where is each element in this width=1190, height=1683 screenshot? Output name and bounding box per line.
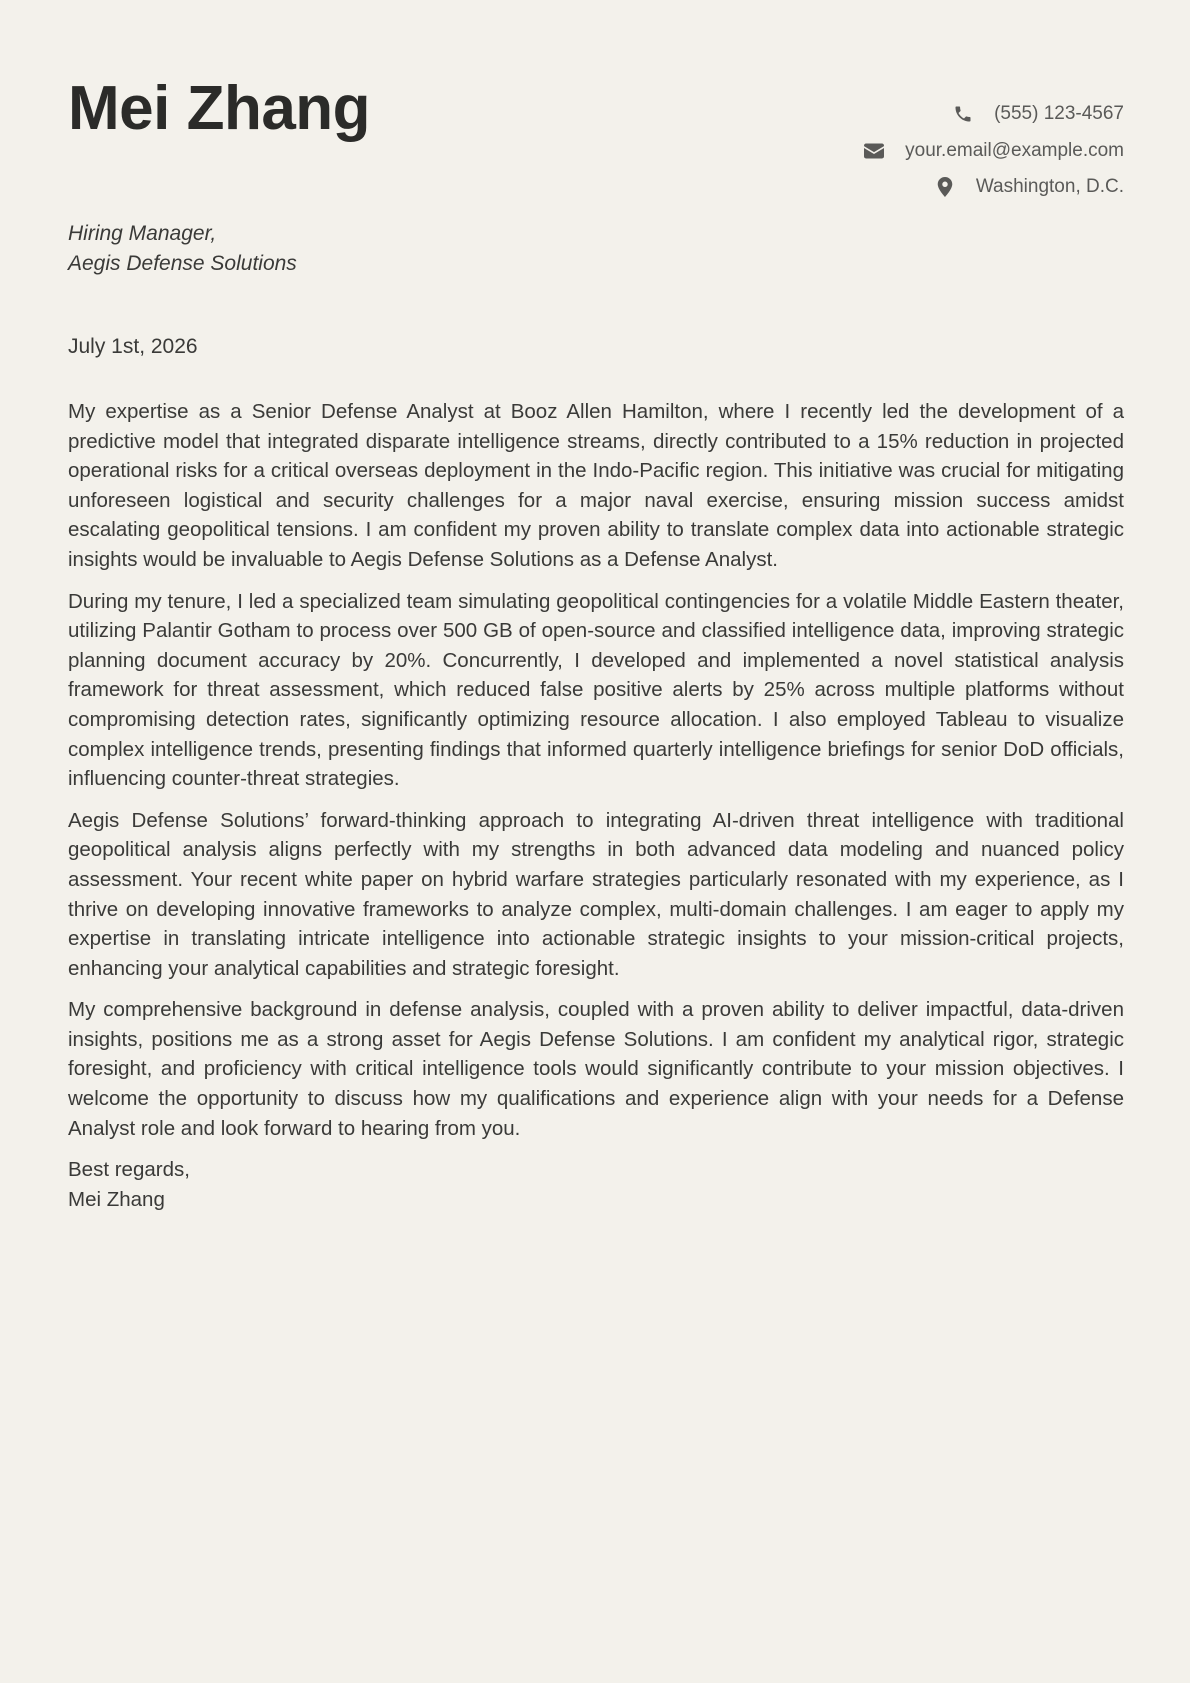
recipient-block	[68, 219, 297, 279]
location-text: Washington, D.C.	[975, 176, 1124, 198]
contact-email	[863, 133, 1124, 170]
phone-text: (555) 123-4567	[994, 103, 1124, 125]
closing-salutation: Best regards,	[68, 1158, 190, 1182]
phone-icon	[952, 103, 974, 125]
letter-body	[68, 397, 1124, 1214]
letter-date: July 1st, 2026	[68, 335, 198, 358]
contact-block	[863, 96, 1124, 206]
email-text: your.email@example.com	[905, 139, 1124, 161]
envelope-icon	[863, 140, 885, 162]
recipient-company: Aegis Defense Solutions	[68, 252, 297, 275]
closing-block	[68, 1155, 1124, 1214]
body-paragraph: My expertise as a Senior Defense Analyst at Booz Allen Hamilton, where I recently led the development of a predictive model that integrated disparate intelligence streams, directly contributed to a 15% reduction in projected operational risks for a critical overseas deployment in the Indo-Pacific region. This initiative was crucial for mitigating unforeseen logistical and security challenges for a major naval exercise, ensuring mission success amidst escalating geopolitical tensions. I am confident my proven ability to translate complex data into actionable strategic insights would be invaluable to Aegis Defense Solutions as a Defense Analyst.	[68, 400, 1124, 571]
contact-location	[863, 169, 1124, 206]
contact-phone	[863, 96, 1124, 133]
closing-signature: Mei Zhang	[68, 1187, 165, 1211]
map-pin-icon	[934, 176, 956, 198]
cover-letter-page	[68, 0, 1124, 1211]
applicant-name: Mei Zhang	[68, 74, 371, 143]
body-paragraph: My comprehensive background in defense analysis, coupled with a proven ability to deliver impactful, data-driven insights, positions me as a strong asset for Aegis Defense Solutions. I am confident my analytical rigor, strategic foresight, and proficiency with critical intelligence tools would significantly contribute to your mission objectives. I welcome the opportunity to discuss how my qualifications and experience align with your needs for a Defense Analyst role and look forward to hearing from you.	[68, 998, 1124, 1140]
recipient-title: Hiring Manager,	[68, 222, 217, 245]
body-paragraph: During my tenure, I led a specialized team simulating geopolitical contingencies for a volatile Middle Eastern theater, utilizing Palantir Gotham to process over 500 GB of open-source and classified intelligence data, improving strategic planning document accuracy by 20%. Concurrently, I developed and implemented a novel statistical analysis framework for threat assessment, which reduced false positive alerts by 25% across multiple platforms without compromising detection rates, significantly optimizing resource allocation. I also employed Tableau to visualize complex intelligence trends, presenting findings that informed quarterly intelligence briefings for senior DoD officials, influencing counter-threat strategies.	[68, 589, 1124, 791]
letter-header	[68, 0, 1124, 210]
body-paragraph: Aegis Defense Solutions’ forward-thinking approach to integrating AI-driven threat intelligence with traditional geopolitical analysis aligns perfectly with my strengths in both advanced data modeling and nuanced policy assessment. Your recent white paper on hybrid warfare strategies particularly resonated with my experience, as I thrive on developing innovative frameworks to analyze complex, multi-domain challenges. I am eager to apply my expertise in translating intricate intelligence into actionable strategic insights to your mission-critical projects, enhancing your analytical capabilities and strategic foresight.	[68, 808, 1124, 980]
